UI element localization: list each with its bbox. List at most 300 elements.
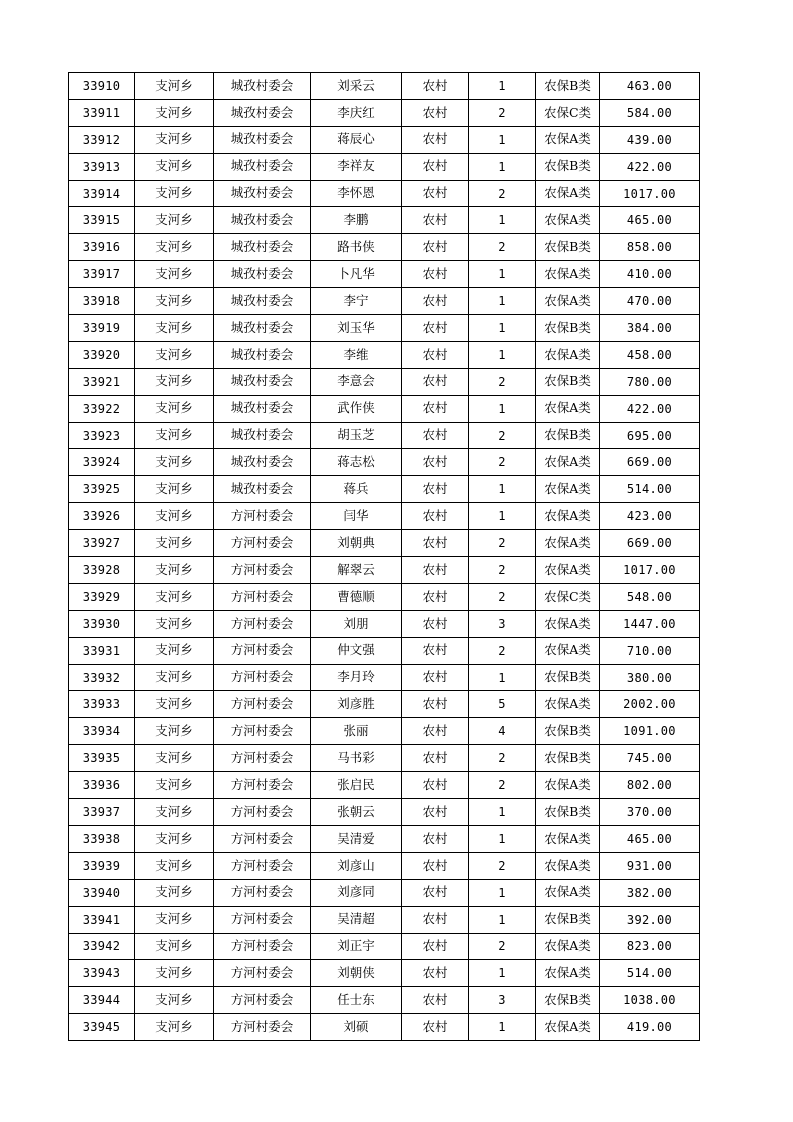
name-cell: 刘朝典 [311, 530, 402, 557]
amount-cell: 439.00 [600, 126, 700, 153]
village-committee-cell: 方河村委会 [214, 557, 311, 584]
table-row [69, 368, 700, 395]
name-cell: 张启民 [311, 772, 402, 799]
township-cell: 支河乡 [135, 530, 214, 557]
village-committee-cell: 方河村委会 [214, 718, 311, 745]
insurance-class-cell: 农保A类 [536, 933, 600, 960]
amount-cell: 465.00 [600, 207, 700, 234]
household-size-cell: 2 [469, 583, 536, 610]
record-id-cell: 33938 [69, 825, 135, 852]
insurance-class-cell: 农保A类 [536, 1014, 600, 1041]
insurance-class-cell: 农保A类 [536, 557, 600, 584]
table-row [69, 449, 700, 476]
area-type-cell: 农村 [402, 906, 469, 933]
amount-cell: 584.00 [600, 99, 700, 126]
insurance-class-cell: 农保A类 [536, 691, 600, 718]
table-row [69, 691, 700, 718]
area-type-cell: 农村 [402, 73, 469, 100]
name-cell: 刘采云 [311, 73, 402, 100]
insurance-class-cell: 农保A类 [536, 530, 600, 557]
table-row [69, 718, 700, 745]
table-row [69, 610, 700, 637]
table-row [69, 315, 700, 342]
household-size-cell: 3 [469, 610, 536, 637]
name-cell: 吴清超 [311, 906, 402, 933]
record-id-cell: 33918 [69, 288, 135, 315]
village-committee-cell: 城孜村委会 [214, 315, 311, 342]
village-committee-cell: 城孜村委会 [214, 341, 311, 368]
amount-cell: 514.00 [600, 960, 700, 987]
village-committee-cell: 城孜村委会 [214, 288, 311, 315]
name-cell: 吴清爱 [311, 825, 402, 852]
amount-cell: 2002.00 [600, 691, 700, 718]
village-committee-cell: 城孜村委会 [214, 449, 311, 476]
insurance-class-cell: 农保B类 [536, 234, 600, 261]
record-id-cell: 33940 [69, 879, 135, 906]
name-cell: 刘彦山 [311, 852, 402, 879]
area-type-cell: 农村 [402, 503, 469, 530]
village-committee-cell: 方河村委会 [214, 987, 311, 1014]
household-size-cell: 1 [469, 960, 536, 987]
insurance-class-cell: 农保B类 [536, 73, 600, 100]
insurance-class-cell: 农保B类 [536, 368, 600, 395]
township-cell: 支河乡 [135, 718, 214, 745]
name-cell: 李宁 [311, 288, 402, 315]
household-size-cell: 2 [469, 530, 536, 557]
amount-cell: 463.00 [600, 73, 700, 100]
village-committee-cell: 方河村委会 [214, 637, 311, 664]
area-type-cell: 农村 [402, 180, 469, 207]
table-row [69, 341, 700, 368]
household-size-cell: 1 [469, 153, 536, 180]
insurance-class-cell: 农保B类 [536, 906, 600, 933]
name-cell: 李维 [311, 341, 402, 368]
household-size-cell: 2 [469, 449, 536, 476]
table-row [69, 987, 700, 1014]
township-cell: 支河乡 [135, 73, 214, 100]
household-size-cell: 1 [469, 288, 536, 315]
record-id-cell: 33936 [69, 772, 135, 799]
area-type-cell: 农村 [402, 207, 469, 234]
village-committee-cell: 城孜村委会 [214, 395, 311, 422]
township-cell: 支河乡 [135, 153, 214, 180]
name-cell: 蒋辰心 [311, 126, 402, 153]
name-cell: 张朝云 [311, 799, 402, 826]
household-size-cell: 1 [469, 261, 536, 288]
township-cell: 支河乡 [135, 422, 214, 449]
village-committee-cell: 方河村委会 [214, 1014, 311, 1041]
township-cell: 支河乡 [135, 126, 214, 153]
household-size-cell: 1 [469, 825, 536, 852]
record-id-cell: 33944 [69, 987, 135, 1014]
amount-cell: 384.00 [600, 315, 700, 342]
record-id-cell: 33917 [69, 261, 135, 288]
amount-cell: 858.00 [600, 234, 700, 261]
name-cell: 刘朝侠 [311, 960, 402, 987]
amount-cell: 823.00 [600, 933, 700, 960]
amount-cell: 1038.00 [600, 987, 700, 1014]
household-size-cell: 2 [469, 368, 536, 395]
area-type-cell: 农村 [402, 933, 469, 960]
township-cell: 支河乡 [135, 637, 214, 664]
amount-cell: 695.00 [600, 422, 700, 449]
township-cell: 支河乡 [135, 610, 214, 637]
record-id-cell: 33922 [69, 395, 135, 422]
township-cell: 支河乡 [135, 933, 214, 960]
area-type-cell: 农村 [402, 557, 469, 584]
township-cell: 支河乡 [135, 852, 214, 879]
table-row [69, 960, 700, 987]
amount-cell: 422.00 [600, 153, 700, 180]
record-id-cell: 33916 [69, 234, 135, 261]
table-row [69, 906, 700, 933]
village-committee-cell: 方河村委会 [214, 772, 311, 799]
township-cell: 支河乡 [135, 772, 214, 799]
name-cell: 刘硕 [311, 1014, 402, 1041]
township-cell: 支河乡 [135, 825, 214, 852]
name-cell: 胡玉芝 [311, 422, 402, 449]
record-id-cell: 33937 [69, 799, 135, 826]
household-size-cell: 4 [469, 718, 536, 745]
table-row [69, 261, 700, 288]
record-id-cell: 33926 [69, 503, 135, 530]
area-type-cell: 农村 [402, 476, 469, 503]
area-type-cell: 农村 [402, 960, 469, 987]
record-id-cell: 33927 [69, 530, 135, 557]
name-cell: 曹德顺 [311, 583, 402, 610]
name-cell: 李祥友 [311, 153, 402, 180]
area-type-cell: 农村 [402, 261, 469, 288]
insurance-class-cell: 农保A类 [536, 610, 600, 637]
township-cell: 支河乡 [135, 745, 214, 772]
amount-cell: 1017.00 [600, 557, 700, 584]
table-row [69, 530, 700, 557]
household-size-cell: 1 [469, 799, 536, 826]
village-committee-cell: 方河村委会 [214, 530, 311, 557]
name-cell: 蒋兵 [311, 476, 402, 503]
table-row [69, 745, 700, 772]
township-cell: 支河乡 [135, 288, 214, 315]
village-committee-cell: 方河村委会 [214, 610, 311, 637]
record-id-cell: 33943 [69, 960, 135, 987]
household-size-cell: 2 [469, 422, 536, 449]
household-size-cell: 1 [469, 341, 536, 368]
area-type-cell: 农村 [402, 987, 469, 1014]
insurance-class-cell: 农保A类 [536, 637, 600, 664]
household-size-cell: 3 [469, 987, 536, 1014]
amount-cell: 548.00 [600, 583, 700, 610]
amount-cell: 470.00 [600, 288, 700, 315]
table-body [69, 73, 700, 1041]
table-row [69, 772, 700, 799]
name-cell: 李怀恩 [311, 180, 402, 207]
record-id-cell: 33911 [69, 99, 135, 126]
table-row [69, 180, 700, 207]
township-cell: 支河乡 [135, 449, 214, 476]
household-size-cell: 1 [469, 906, 536, 933]
township-cell: 支河乡 [135, 476, 214, 503]
area-type-cell: 农村 [402, 530, 469, 557]
name-cell: 路书侠 [311, 234, 402, 261]
insurance-class-cell: 农保A类 [536, 341, 600, 368]
table-row [69, 583, 700, 610]
name-cell: 解翠云 [311, 557, 402, 584]
area-type-cell: 农村 [402, 315, 469, 342]
village-committee-cell: 方河村委会 [214, 933, 311, 960]
name-cell: 李庆红 [311, 99, 402, 126]
amount-cell: 745.00 [600, 745, 700, 772]
amount-cell: 710.00 [600, 637, 700, 664]
township-cell: 支河乡 [135, 395, 214, 422]
insurance-class-cell: 农保A类 [536, 180, 600, 207]
township-cell: 支河乡 [135, 99, 214, 126]
name-cell: 刘正宇 [311, 933, 402, 960]
amount-cell: 370.00 [600, 799, 700, 826]
insurance-class-cell: 农保B类 [536, 315, 600, 342]
township-cell: 支河乡 [135, 261, 214, 288]
amount-cell: 410.00 [600, 261, 700, 288]
village-committee-cell: 方河村委会 [214, 825, 311, 852]
insurance-class-cell: 农保A类 [536, 852, 600, 879]
insurance-class-cell: 农保B类 [536, 799, 600, 826]
township-cell: 支河乡 [135, 879, 214, 906]
township-cell: 支河乡 [135, 503, 214, 530]
area-type-cell: 农村 [402, 422, 469, 449]
table-row [69, 153, 700, 180]
name-cell: 李月玲 [311, 664, 402, 691]
village-committee-cell: 城孜村委会 [214, 422, 311, 449]
name-cell: 任士东 [311, 987, 402, 1014]
village-committee-cell: 方河村委会 [214, 503, 311, 530]
amount-cell: 931.00 [600, 852, 700, 879]
household-size-cell: 2 [469, 99, 536, 126]
village-committee-cell: 方河村委会 [214, 691, 311, 718]
township-cell: 支河乡 [135, 557, 214, 584]
record-id-cell: 33932 [69, 664, 135, 691]
insurance-class-cell: 农保A类 [536, 395, 600, 422]
insurance-class-cell: 农保A类 [536, 288, 600, 315]
area-type-cell: 农村 [402, 1014, 469, 1041]
record-id-cell: 33939 [69, 852, 135, 879]
name-cell: 刘玉华 [311, 315, 402, 342]
insurance-class-cell: 农保A类 [536, 449, 600, 476]
name-cell: 刘彦同 [311, 879, 402, 906]
area-type-cell: 农村 [402, 825, 469, 852]
insurance-class-cell: 农保A类 [536, 261, 600, 288]
township-cell: 支河乡 [135, 691, 214, 718]
record-id-cell: 33928 [69, 557, 135, 584]
record-id-cell: 33935 [69, 745, 135, 772]
area-type-cell: 农村 [402, 799, 469, 826]
area-type-cell: 农村 [402, 637, 469, 664]
beneficiary-table [68, 72, 700, 1041]
household-size-cell: 1 [469, 879, 536, 906]
record-id-cell: 33919 [69, 315, 135, 342]
area-type-cell: 农村 [402, 126, 469, 153]
name-cell: 刘彦胜 [311, 691, 402, 718]
record-id-cell: 33931 [69, 637, 135, 664]
township-cell: 支河乡 [135, 368, 214, 395]
table-row [69, 799, 700, 826]
village-committee-cell: 方河村委会 [214, 879, 311, 906]
area-type-cell: 农村 [402, 153, 469, 180]
area-type-cell: 农村 [402, 583, 469, 610]
household-size-cell: 2 [469, 933, 536, 960]
name-cell: 闫华 [311, 503, 402, 530]
record-id-cell: 33923 [69, 422, 135, 449]
record-id-cell: 33910 [69, 73, 135, 100]
insurance-class-cell: 农保A类 [536, 879, 600, 906]
area-type-cell: 农村 [402, 745, 469, 772]
amount-cell: 422.00 [600, 395, 700, 422]
insurance-class-cell: 农保B类 [536, 718, 600, 745]
area-type-cell: 农村 [402, 99, 469, 126]
household-size-cell: 1 [469, 73, 536, 100]
amount-cell: 392.00 [600, 906, 700, 933]
name-cell: 李鹏 [311, 207, 402, 234]
township-cell: 支河乡 [135, 960, 214, 987]
amount-cell: 669.00 [600, 530, 700, 557]
name-cell: 蒋志松 [311, 449, 402, 476]
table-row [69, 852, 700, 879]
village-committee-cell: 城孜村委会 [214, 234, 311, 261]
insurance-class-cell: 农保B类 [536, 745, 600, 772]
township-cell: 支河乡 [135, 987, 214, 1014]
area-type-cell: 农村 [402, 879, 469, 906]
record-id-cell: 33913 [69, 153, 135, 180]
insurance-class-cell: 农保B类 [536, 422, 600, 449]
name-cell: 张丽 [311, 718, 402, 745]
record-id-cell: 33942 [69, 933, 135, 960]
village-committee-cell: 城孜村委会 [214, 73, 311, 100]
name-cell: 刘朋 [311, 610, 402, 637]
township-cell: 支河乡 [135, 583, 214, 610]
area-type-cell: 农村 [402, 368, 469, 395]
record-id-cell: 33933 [69, 691, 135, 718]
insurance-class-cell: 农保C类 [536, 583, 600, 610]
village-committee-cell: 方河村委会 [214, 906, 311, 933]
household-size-cell: 5 [469, 691, 536, 718]
record-id-cell: 33929 [69, 583, 135, 610]
table-row [69, 933, 700, 960]
amount-cell: 382.00 [600, 879, 700, 906]
record-id-cell: 33921 [69, 368, 135, 395]
table-row [69, 422, 700, 449]
village-committee-cell: 方河村委会 [214, 960, 311, 987]
table-row [69, 99, 700, 126]
household-size-cell: 1 [469, 395, 536, 422]
insurance-class-cell: 农保C类 [536, 99, 600, 126]
amount-cell: 458.00 [600, 341, 700, 368]
record-id-cell: 33930 [69, 610, 135, 637]
village-committee-cell: 城孜村委会 [214, 126, 311, 153]
table-row [69, 73, 700, 100]
table-row [69, 476, 700, 503]
township-cell: 支河乡 [135, 341, 214, 368]
table-row [69, 207, 700, 234]
village-committee-cell: 城孜村委会 [214, 99, 311, 126]
amount-cell: 419.00 [600, 1014, 700, 1041]
village-committee-cell: 方河村委会 [214, 799, 311, 826]
village-committee-cell: 方河村委会 [214, 583, 311, 610]
area-type-cell: 农村 [402, 234, 469, 261]
amount-cell: 380.00 [600, 664, 700, 691]
area-type-cell: 农村 [402, 395, 469, 422]
township-cell: 支河乡 [135, 799, 214, 826]
table-row [69, 637, 700, 664]
household-size-cell: 2 [469, 852, 536, 879]
amount-cell: 802.00 [600, 772, 700, 799]
area-type-cell: 农村 [402, 610, 469, 637]
area-type-cell: 农村 [402, 772, 469, 799]
household-size-cell: 2 [469, 557, 536, 584]
village-committee-cell: 城孜村委会 [214, 261, 311, 288]
amount-cell: 514.00 [600, 476, 700, 503]
village-committee-cell: 城孜村委会 [214, 476, 311, 503]
record-id-cell: 33914 [69, 180, 135, 207]
township-cell: 支河乡 [135, 315, 214, 342]
township-cell: 支河乡 [135, 234, 214, 261]
amount-cell: 423.00 [600, 503, 700, 530]
insurance-class-cell: 农保A类 [536, 207, 600, 234]
insurance-class-cell: 农保B类 [536, 664, 600, 691]
village-committee-cell: 城孜村委会 [214, 180, 311, 207]
record-id-cell: 33945 [69, 1014, 135, 1041]
name-cell: 马书彩 [311, 745, 402, 772]
household-size-cell: 2 [469, 180, 536, 207]
amount-cell: 669.00 [600, 449, 700, 476]
insurance-class-cell: 农保A类 [536, 772, 600, 799]
table-row [69, 1014, 700, 1041]
name-cell: 李意会 [311, 368, 402, 395]
insurance-class-cell: 农保A类 [536, 503, 600, 530]
area-type-cell: 农村 [402, 288, 469, 315]
household-size-cell: 1 [469, 207, 536, 234]
household-size-cell: 2 [469, 234, 536, 261]
township-cell: 支河乡 [135, 207, 214, 234]
amount-cell: 780.00 [600, 368, 700, 395]
household-size-cell: 2 [469, 637, 536, 664]
township-cell: 支河乡 [135, 180, 214, 207]
area-type-cell: 农村 [402, 664, 469, 691]
table-row [69, 234, 700, 261]
amount-cell: 1091.00 [600, 718, 700, 745]
insurance-class-cell: 农保A类 [536, 960, 600, 987]
insurance-class-cell: 农保B类 [536, 987, 600, 1014]
table-row [69, 395, 700, 422]
insurance-class-cell: 农保A类 [536, 825, 600, 852]
township-cell: 支河乡 [135, 906, 214, 933]
village-committee-cell: 方河村委会 [214, 745, 311, 772]
table-row [69, 664, 700, 691]
household-size-cell: 1 [469, 126, 536, 153]
record-id-cell: 33925 [69, 476, 135, 503]
table-row [69, 825, 700, 852]
area-type-cell: 农村 [402, 449, 469, 476]
amount-cell: 1447.00 [600, 610, 700, 637]
village-committee-cell: 城孜村委会 [214, 153, 311, 180]
household-size-cell: 2 [469, 772, 536, 799]
area-type-cell: 农村 [402, 341, 469, 368]
insurance-class-cell: 农保A类 [536, 126, 600, 153]
record-id-cell: 33924 [69, 449, 135, 476]
name-cell: 武作侠 [311, 395, 402, 422]
record-id-cell: 33915 [69, 207, 135, 234]
household-size-cell: 1 [469, 1014, 536, 1041]
record-id-cell: 33941 [69, 906, 135, 933]
household-size-cell: 1 [469, 503, 536, 530]
record-id-cell: 33920 [69, 341, 135, 368]
